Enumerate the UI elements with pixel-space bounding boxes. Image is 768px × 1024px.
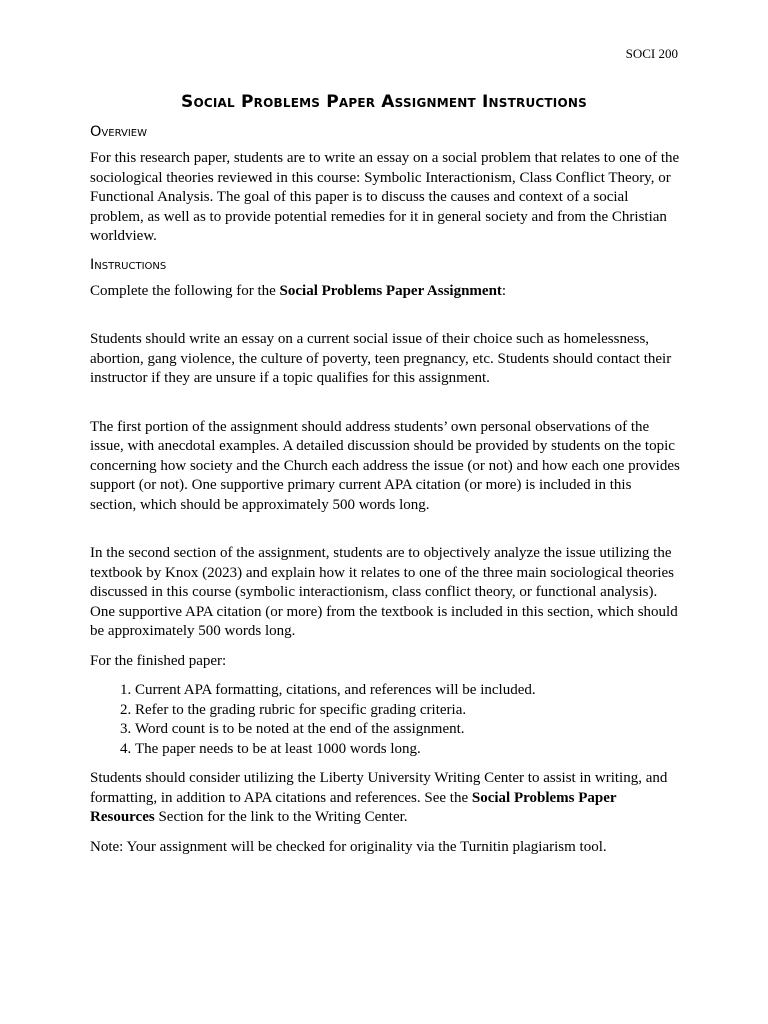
overview-paragraph: For this research paper, students are to write an essay on a social problem that relates to one of the sociological theories reviewed in this course: Symbolic Interactionism, Class Conflict Theory, or Functional Analysis. The goal of this paper is to discuss the causes and context of a social problem, as well as to provide potential remedies for it in general society and from the Christian worldview.: [90, 150, 680, 244]
list-item: 3. Word count is to be noted at the end of the assignment.: [135, 720, 680, 740]
instructions-intro: [90, 282, 680, 302]
resources-section-name: Social Problems Paper Resources: [90, 789, 617, 825]
instructions-heading: Instructions: [90, 256, 167, 273]
second-section-paragraph: In the second section of the assignment, students are to objectively analyze the issue utilizing the textbook by Knox (2023) and explain how it relates to one of the three main sociological theories discussed in this course (symbolic interactionism, class conflict theory, or functional analysis). One supportive APA citation (or more) from the textbook is included in this section, which should be approximately 500 words long.: [90, 545, 678, 639]
finished-paper-label: For the finished paper:: [90, 652, 227, 669]
originality-note: Note: Your assignment will be checked for originality via the Turnitin plagiarism tool.: [90, 838, 607, 855]
finished-paper-list: [90, 681, 680, 759]
topic-paragraph: Students should write an essay on a current social issue of their choice such as homelessness, abortion, gang violence, the culture of poverty, teen pregnancy, etc. Students should contact their instructor if they are unsure if a topic qualifies for this assignment.: [90, 331, 672, 386]
overview-heading: Overview: [90, 124, 147, 140]
document-title: Social Problems Paper Assignment Instructions: [181, 92, 587, 112]
first-section-paragraph: The first portion of the assignment should address students’ own personal observations of the issue, with anecdotal examples. A detailed discussion should be provided by students on the topic concerning how society and the Church each address the issue (or not) and how each one provides support (or not). One supportive primary current APA citation (or more) is included in this section, which should be approximately 500 words long.: [90, 418, 680, 513]
intro-prefix: Complete the following for the: [90, 282, 280, 299]
course-code-header: SOCI 200: [625, 46, 678, 61]
writing-center-suffix: Section for the link to the Writing Center.: [154, 809, 408, 825]
intro-assignment-name: Social Problems Paper Assignment: [279, 282, 502, 299]
writing-center-paragraph: [90, 769, 680, 828]
intro-suffix: :: [501, 282, 507, 299]
list-item: 1. Current APA formatting, citations, and references will be included.: [135, 681, 680, 701]
writing-center-prefix: Students should consider utilizing the Liberty University Writing Center to assist in writing, and formatting, in addition to APA citations and references. See the: [90, 770, 668, 806]
list-item: 2. Refer to the grading rubric for specific grading criteria.: [135, 701, 680, 721]
document-body: [90, 124, 680, 867]
list-item: 4. The paper needs to be at least 1000 words long.: [135, 740, 680, 760]
